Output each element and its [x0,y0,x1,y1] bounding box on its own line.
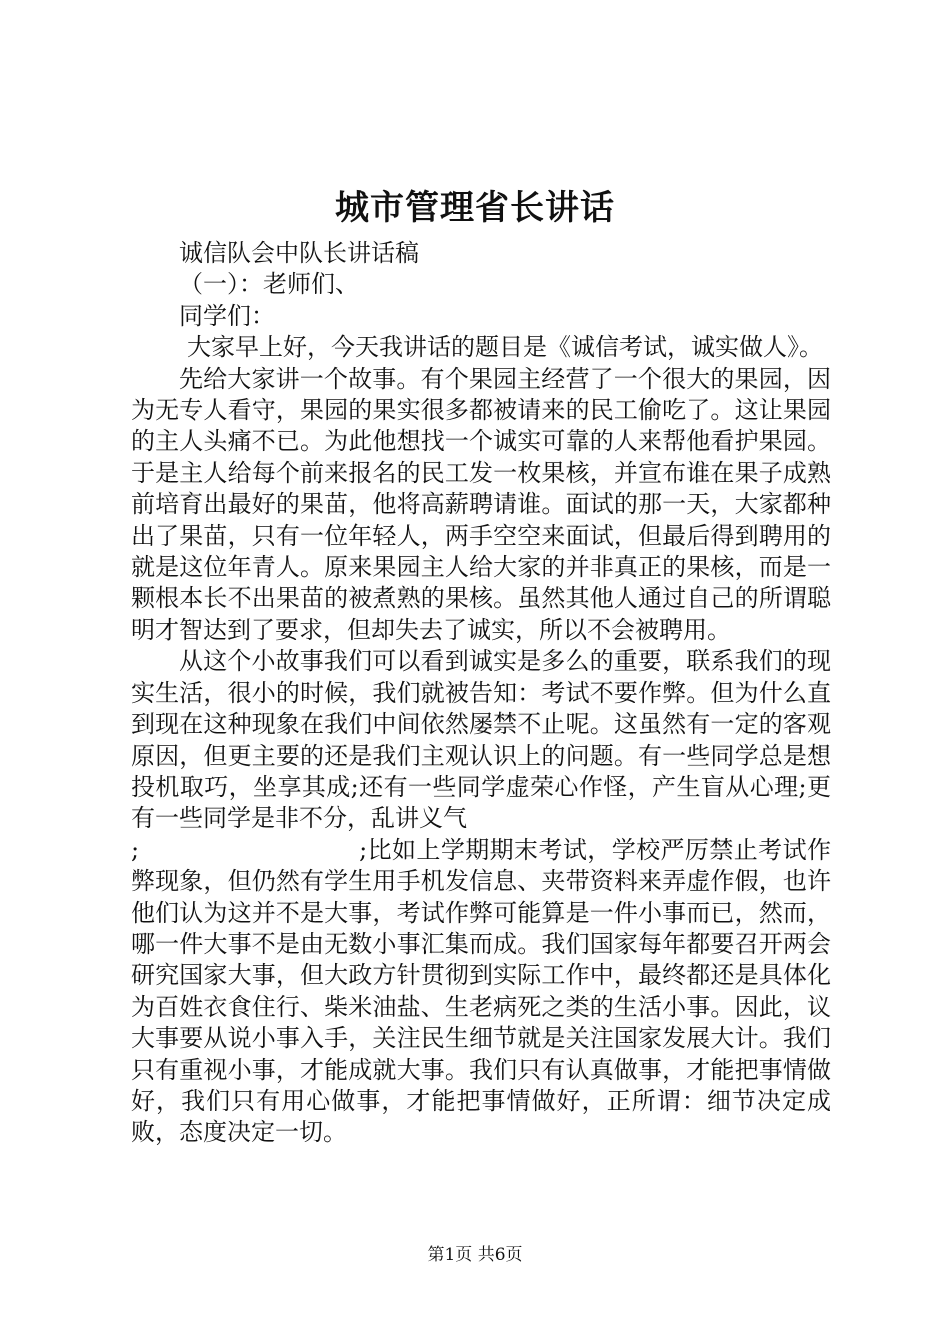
salutation-line-2: 同学们： [179,301,275,330]
paragraph-greeting: 大家早上好，今天我讲话的题目是《诚信考试，诚实做人》。 [187,333,823,362]
page-footer: 第1页 共6页 [427,1245,523,1265]
subtitle-line: 诚信队会中队长讲话稿 [179,239,419,267]
document-body [131,238,831,1149]
paragraph-conclusion: ;比如上学期期末考试，学校严厉禁止考试作弊现象，但仍然有学生用手机发信息、夹带资料来弄虚作假，也许他们认为这并不是大事，考试作弊可能算是一件小事而已，然而，哪一件大事不是由无数小事汇集而成。我们国家每年都要召开两会研究国家大事，但大政方针贯彻到实际工作中，最终都还是具体化为百姓衣食住行、柴米油盐、生老病死之类的生活小事。因此，议大事要从说小事入手，关注民生细节就是关注国家发展大计。我们只有重视小事，才能成就大事。我们只有认真做事，才能把事情做好，我们只有用心做事，才能把事情做好，正所谓：细节决定成败，态度决定一切。 [131,835,831,1147]
document-title: 城市管理省长讲话 [335,188,615,228]
salutation-line-1: （一）：老师们、 [179,270,359,299]
paragraph-semicolon-line [131,835,831,1149]
paragraph-reflection: 从这个小故事我们可以看到诚实是多么的重要，联系我们的现实生活，很小的时候，我们就被告知：考试不要作弊。但为什么直到现在这种现象在我们中间依然屡禁不止呢。这虽然有一定的客观原因，但更主要的还是我们主观认识上的问题。有一些同学总是想投机取巧，坐享其成;还有一些同学虚荣心作怪，产生盲从心理;更有一些同学是非不分，乱讲义气 [131,647,831,833]
paragraph-story: 先给大家讲一个故事。有个果园主经营了一个很大的果园，因为无专人看守，果园的果实很多都被请来的民工偷吃了。这让果园的主人头痛不已。为此他想找一个诚实可靠的人来帮他看护果园。于是主人给每个前来报名的民工发一枚果核，并宣布谁在果子成熟前培育出最好的果苗，他将高薪聘请谁。面试的那一天，大家都种出了果苗，只有一位年轻人，两手空空来面试，但最后得到聘用的就是这位年青人。原来果园主人给大家的并非真正的果核，而是一颗根本长不出果苗的被煮熟的果核。虽然其他人通过自己的所谓聪明才智达到了要求，但却失去了诚实，所以不会被聘用。 [131,364,831,644]
semicolon-fragment: ; [131,835,140,864]
